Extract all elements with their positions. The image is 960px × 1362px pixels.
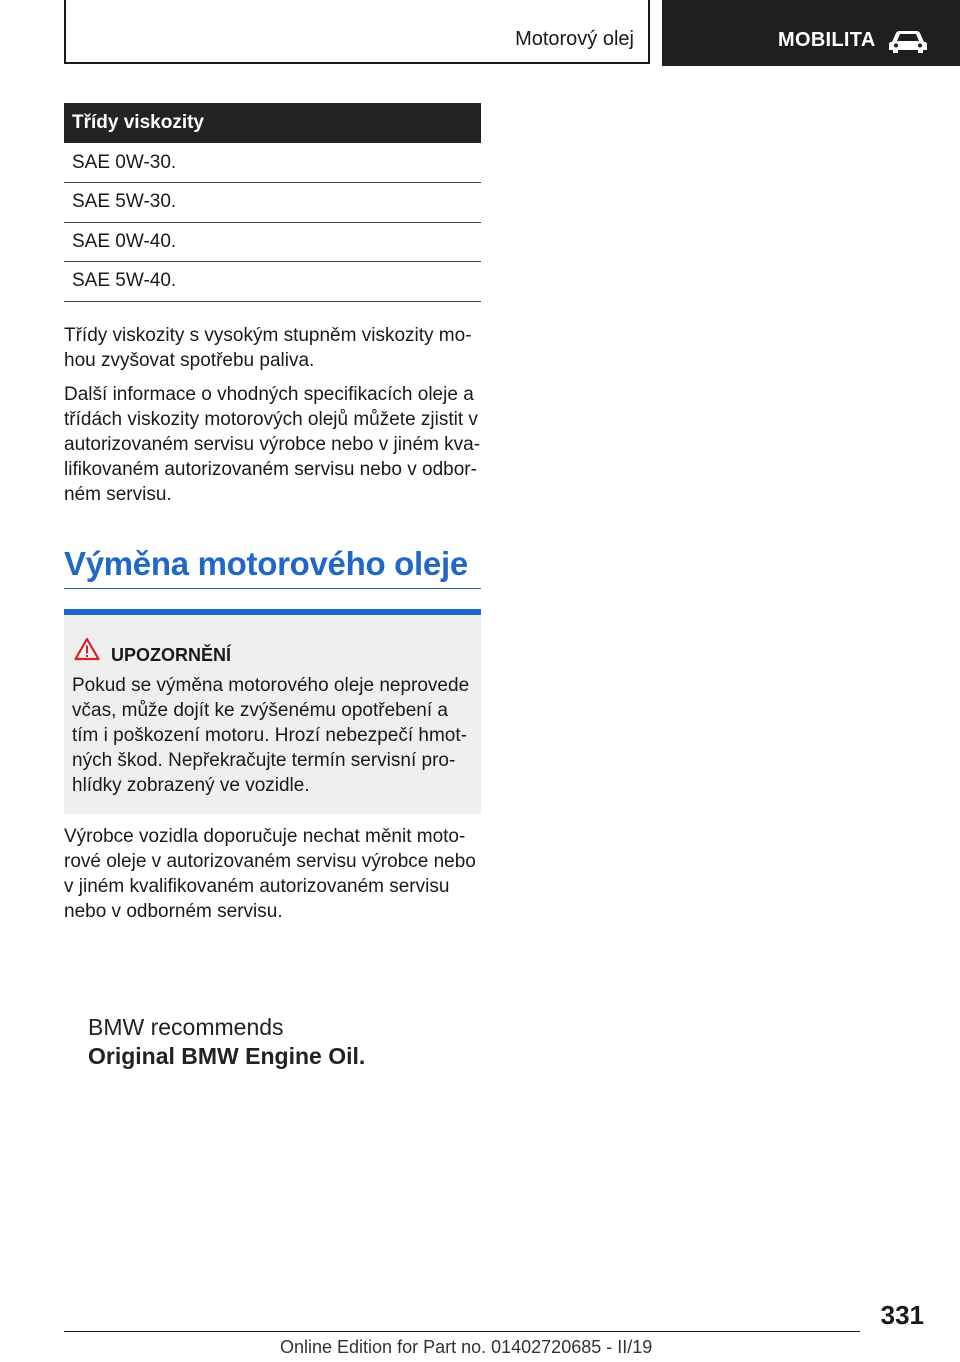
page-number: 331 <box>880 1300 924 1330</box>
table-row <box>64 183 481 223</box>
paragraph-viscosity-note <box>64 323 481 373</box>
chapter-tab <box>662 0 960 66</box>
section-title: Výměna motorového oleje <box>64 545 468 582</box>
paragraph-recommendation <box>64 824 481 924</box>
table-cell: SAE 0W-40. <box>64 222 481 262</box>
paragraph-text: Další informace o vhodných specifikacích oleje a třídách viskozity motorových olejů můžete zjistit v autorizovaném servisu výrobce nebo v jiném kva-lifikovaném autorizovaném servisu nebo v odbor-ném servisu. <box>64 384 481 505</box>
table-row <box>64 222 481 262</box>
section-name: Motorový olej <box>515 28 634 50</box>
warning-title: UPOZORNĚNÍ <box>111 645 232 665</box>
table-header: Třídy viskozity <box>64 103 481 143</box>
warning-triangle-icon <box>74 637 100 661</box>
footer-edition: Online Edition for Part no. 01402720685 - II/19 <box>280 1337 653 1357</box>
footer-divider <box>64 1331 860 1332</box>
advert-line-1: BMW recommends <box>88 1014 284 1040</box>
table-cell: SAE 5W-40. <box>64 262 481 302</box>
section-tab <box>64 0 650 64</box>
title-underline <box>64 588 481 589</box>
table-row <box>64 262 481 302</box>
viscosity-table <box>64 103 481 302</box>
table-cell: SAE 0W-30. <box>64 143 481 183</box>
warning-text: Pokud se výměna motorového oleje neprovede včas, může dojít ke zvýšenému opotřebení a tím i poškození motoru. Hrozí nebezpečí hmot-ných škod. Nepřekračujte termín servisní pro-hlídky zobrazený ve vozidle. <box>72 675 470 796</box>
table-row <box>64 143 481 183</box>
paragraph-more-info <box>64 382 481 507</box>
car-icon <box>888 28 928 54</box>
table-cell: SAE 5W-30. <box>64 183 481 223</box>
advert-line-2: Original BMW Engine Oil. <box>88 1043 366 1069</box>
page-header <box>0 0 960 66</box>
warning-box <box>64 609 481 814</box>
paragraph-text: Třídy viskozity s vysokým stupněm viskozity mo-hou zvyšovat spotřebu paliva. <box>64 325 472 371</box>
paragraph-text: Výrobce vozidla doporučuje nechat měnit moto-rové oleje v autorizovaném servisu výrobce nebo v jiném kvalifikovaném autorizovaném servisu nebo v odborném servisu. <box>64 826 476 922</box>
bmw-oil-advert <box>88 1013 365 1071</box>
chapter-name: MOBILITA <box>778 29 876 51</box>
